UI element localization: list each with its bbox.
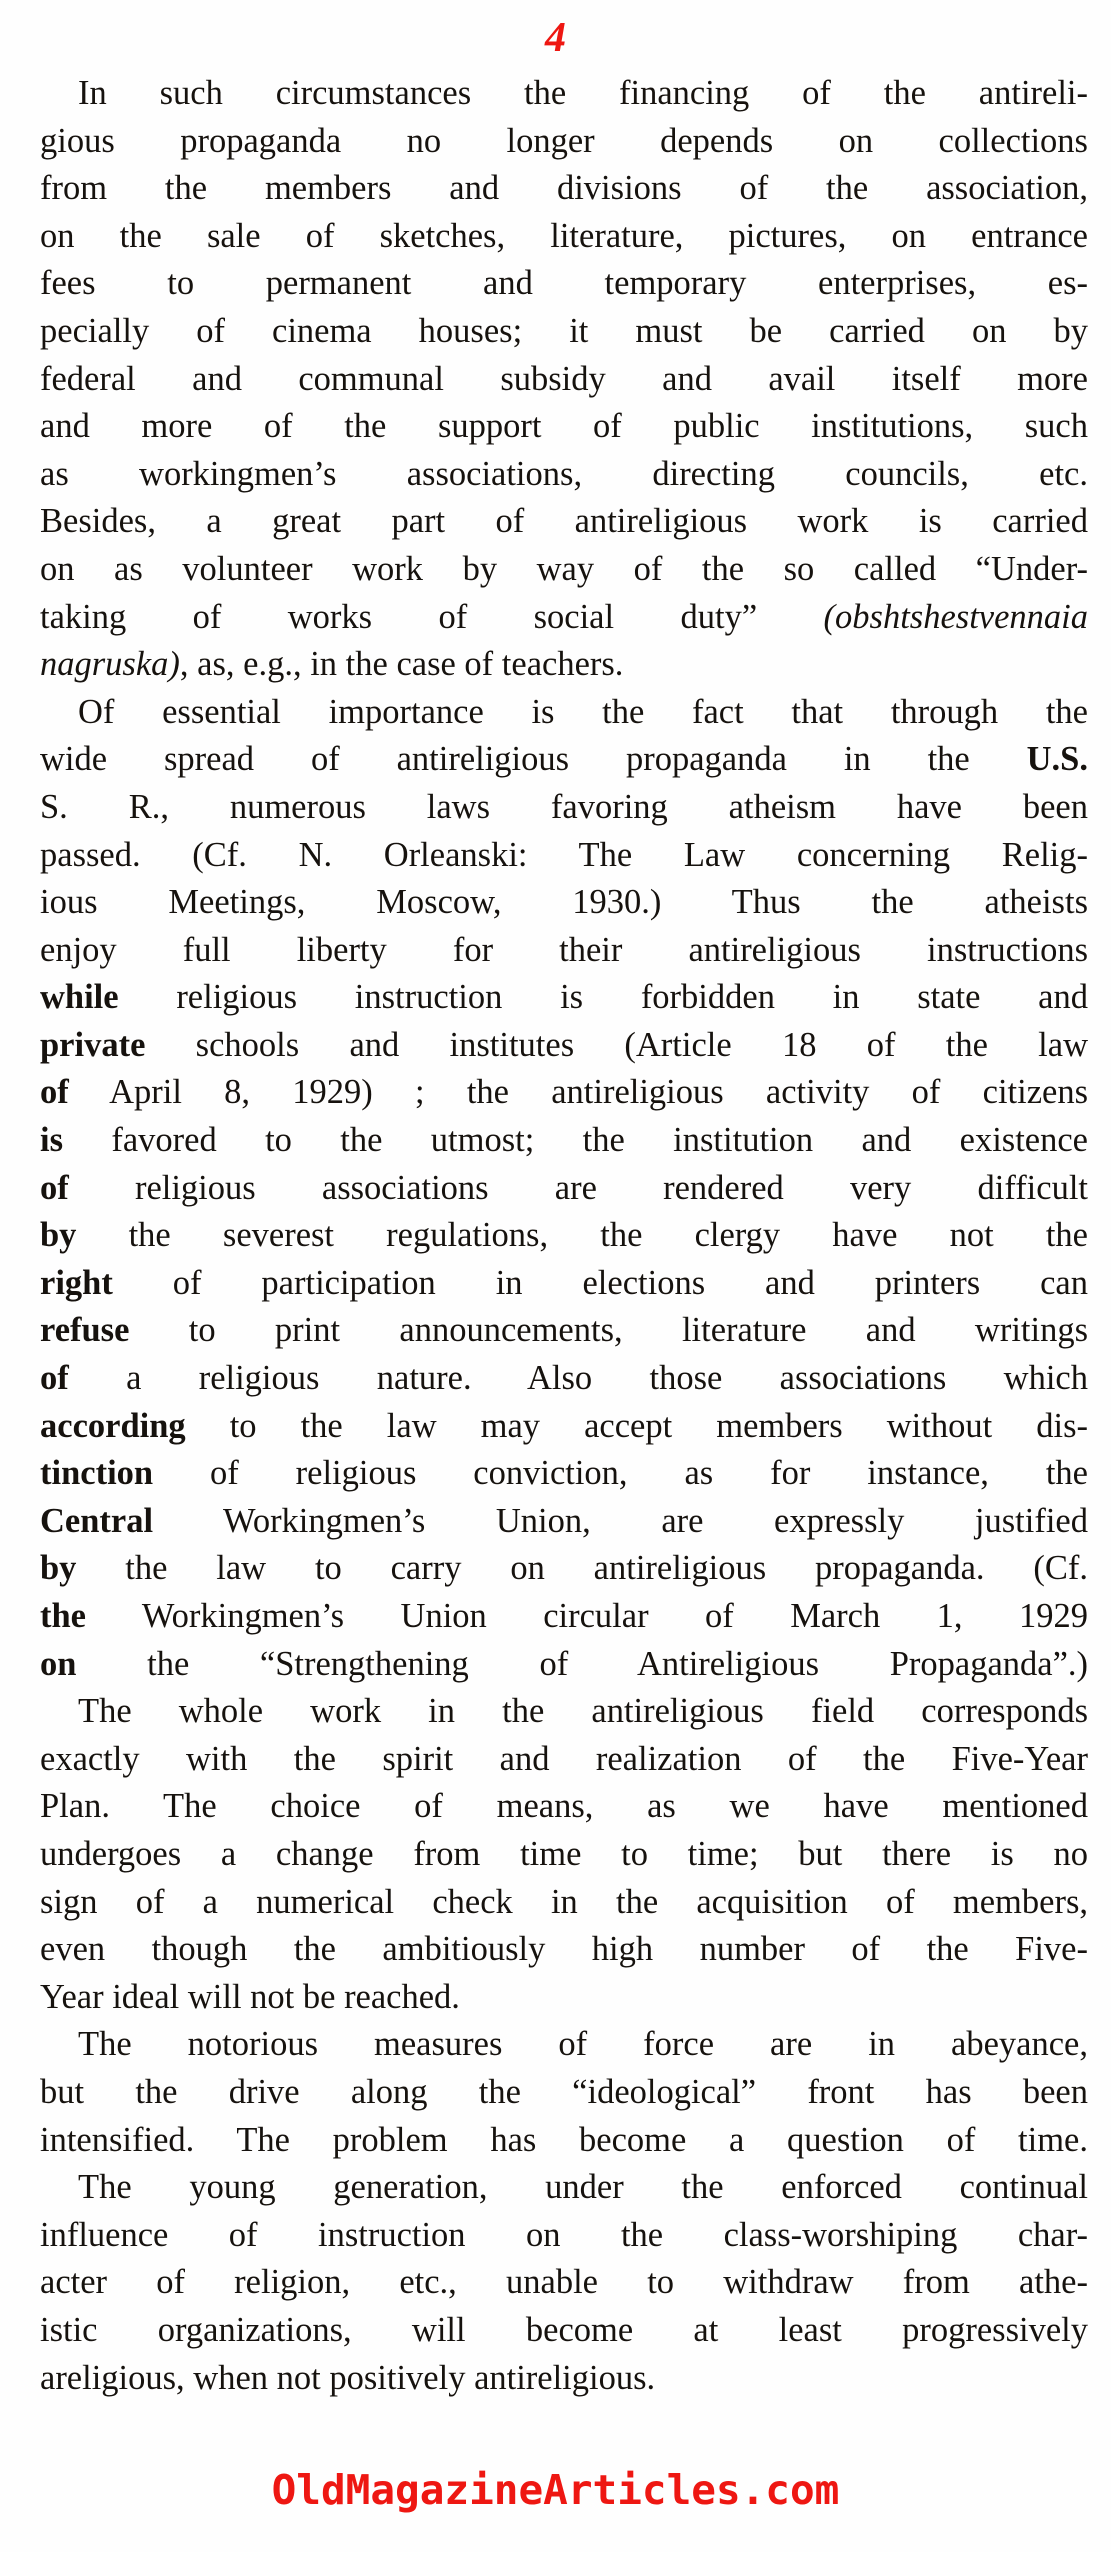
text-line bbox=[40, 832, 1088, 880]
text-line bbox=[40, 1307, 1088, 1355]
text-line bbox=[40, 1688, 1088, 1736]
text-run: religious instruction is forbidden in state and bbox=[118, 978, 1088, 1017]
text-run: S. R., numerous laws favoring atheism have been bbox=[40, 787, 1088, 826]
text-line bbox=[40, 927, 1088, 975]
text-run: istic organizations, will become at least progressively bbox=[40, 2310, 1088, 2349]
text-line bbox=[40, 736, 1088, 784]
bold-run: is bbox=[40, 1121, 64, 1160]
text-line bbox=[40, 1355, 1088, 1403]
text-line bbox=[40, 356, 1088, 404]
text-run: ious Meetings, Moscow, 1930.) Thus the atheists bbox=[40, 883, 1088, 922]
text-run: The young generation, under the enforced continual bbox=[78, 2168, 1088, 2207]
text-run: of participation in elections and printers can bbox=[112, 1263, 1088, 1302]
text-line bbox=[40, 118, 1088, 166]
text-run: the “Strengthening of Antireligious Propaganda”.) bbox=[76, 1644, 1088, 1683]
text-line bbox=[40, 213, 1088, 261]
text-run: passed. (Cf. N. Orleanski: The Law concerning Relig- bbox=[40, 835, 1088, 874]
bold-run: while bbox=[40, 978, 119, 1017]
text-line bbox=[40, 1403, 1088, 1451]
text-run: Workingmen’s Union circular of March 1, 1929 bbox=[86, 1597, 1088, 1635]
text-line bbox=[40, 2212, 1088, 2260]
text-line bbox=[40, 165, 1088, 213]
text-line bbox=[40, 689, 1088, 737]
bold-run: of bbox=[40, 1359, 69, 1398]
text-run: wide spread of antireligious propaganda in the bbox=[40, 740, 1027, 779]
text-run: taking of works of social duty” bbox=[40, 597, 824, 636]
bold-run: U.S. bbox=[1026, 740, 1088, 779]
text-run: federal and communal subsidy and avail itself more bbox=[40, 359, 1088, 398]
text-run: a religious nature. Also those associations which bbox=[68, 1359, 1088, 1398]
text-line bbox=[40, 1593, 1088, 1641]
text-run: the law to carry on antireligious propaganda. (Cf. bbox=[76, 1549, 1088, 1588]
text-line bbox=[40, 879, 1088, 927]
text-run: undergoes a change from time to time; but there is no bbox=[40, 1834, 1088, 1873]
text-run: enjoy full liberty for their antireligious instructions bbox=[40, 930, 1088, 969]
text-run: even though the ambitiously high number of the Five- bbox=[40, 1930, 1088, 1969]
text-run: sign of a numerical check in the acquisition of members, bbox=[40, 1882, 1088, 1921]
text-run: , as, e.g., in the case of teachers. bbox=[179, 645, 624, 684]
bold-run: on bbox=[40, 1644, 77, 1683]
text-line bbox=[40, 641, 1088, 689]
text-run: on as volunteer work by way of the so called “Under- bbox=[40, 549, 1088, 588]
page-number: 4 bbox=[545, 15, 566, 61]
text-line bbox=[40, 1069, 1088, 1117]
text-line bbox=[40, 1926, 1088, 1974]
text-line bbox=[40, 1736, 1088, 1784]
text-line bbox=[40, 1212, 1088, 1260]
text-run: on the sale of sketches, literature, pictures, on entrance bbox=[40, 216, 1088, 255]
text-line bbox=[40, 1545, 1088, 1593]
text-run: The notorious measures of force are in abeyance, bbox=[78, 2025, 1088, 2064]
bold-run: of bbox=[40, 1168, 69, 1207]
text-line bbox=[40, 1450, 1088, 1498]
text-run: favored to the utmost; the institution and existence bbox=[63, 1121, 1088, 1160]
watermark-site-name: OldMagazineArticles.com bbox=[271, 2466, 840, 2514]
text-run: April 8, 1929) ; the antireligious activity of citizens bbox=[68, 1073, 1088, 1112]
text-line bbox=[40, 70, 1088, 118]
bold-run: by bbox=[40, 1216, 77, 1255]
text-line bbox=[40, 2307, 1088, 2355]
text-line bbox=[40, 498, 1088, 546]
text-line bbox=[40, 308, 1088, 356]
text-line bbox=[40, 2355, 1088, 2403]
text-run: Plan. The choice of means, as we have mentioned bbox=[40, 1787, 1088, 1826]
text-line bbox=[40, 2164, 1088, 2212]
text-line bbox=[40, 1974, 1088, 2022]
bold-run: Central bbox=[40, 1501, 154, 1540]
article-text bbox=[40, 70, 1088, 2402]
text-run: gious propaganda no longer depends on collections bbox=[40, 121, 1088, 160]
text-line bbox=[40, 1498, 1088, 1546]
text-run: The whole work in the antireligious field corresponds bbox=[78, 1692, 1088, 1731]
text-run: as workingmen’s associations, directing councils, etc. bbox=[40, 454, 1088, 493]
text-line bbox=[40, 2021, 1088, 2069]
text-line bbox=[40, 2259, 1088, 2307]
text-line bbox=[40, 260, 1088, 308]
text-line bbox=[40, 1260, 1088, 1308]
text-run: acter of religion, etc., unable to withdraw from athe- bbox=[40, 2263, 1088, 2302]
text-run: Besides, a great part of antireligious work is carried bbox=[40, 502, 1088, 541]
text-run: fees to permanent and temporary enterprises, es- bbox=[40, 264, 1088, 303]
text-run: but the drive along the “ideological” front has been bbox=[40, 2072, 1088, 2111]
text-run: Workingmen’s Union, are expressly justified bbox=[153, 1501, 1088, 1540]
bold-run: right bbox=[40, 1263, 113, 1302]
text-run: of religious conviction, as for instance, the bbox=[153, 1454, 1088, 1493]
text-run: to print announcements, literature and writings bbox=[129, 1311, 1088, 1350]
text-run: religious associations are rendered very difficult bbox=[68, 1168, 1088, 1207]
text-run: Year ideal will not be reached. bbox=[40, 1977, 460, 2016]
bold-run: by bbox=[40, 1549, 77, 1588]
text-line bbox=[40, 1879, 1088, 1927]
text-run: from the members and divisions of the association, bbox=[40, 169, 1088, 208]
text-run: the severest regulations, the clergy have not the bbox=[76, 1216, 1088, 1255]
text-line bbox=[40, 403, 1088, 451]
italic-run: (obshtshestvennaia bbox=[823, 597, 1088, 636]
text-run: areligious, when not positively antireligious. bbox=[40, 2358, 656, 2397]
text-run: to the law may accept members without dis- bbox=[185, 1406, 1088, 1445]
italic-run: nagruska) bbox=[40, 645, 180, 684]
text-line bbox=[40, 1165, 1088, 1213]
text-line bbox=[40, 2117, 1088, 2165]
text-line bbox=[40, 2069, 1088, 2117]
text-line bbox=[40, 1117, 1088, 1165]
text-line bbox=[40, 974, 1088, 1022]
text-run: pecially of cinema houses; it must be carried on by bbox=[40, 311, 1088, 350]
bold-run: refuse bbox=[40, 1311, 130, 1350]
text-line bbox=[40, 1022, 1088, 1070]
text-line bbox=[40, 784, 1088, 832]
text-run: intensified. The problem has become a question of time. bbox=[40, 2120, 1088, 2159]
text-run: In such circumstances the financing of the antireli- bbox=[78, 74, 1088, 112]
text-line bbox=[40, 546, 1088, 594]
text-line bbox=[40, 1783, 1088, 1831]
text-run: influence of instruction on the class-worshiping char- bbox=[40, 2215, 1088, 2254]
text-run: Of essential importance is the fact that through the bbox=[78, 692, 1088, 731]
bold-run: according bbox=[40, 1406, 186, 1445]
text-line bbox=[40, 1831, 1088, 1879]
text-run: schools and institutes (Article 18 of the law bbox=[145, 1025, 1088, 1064]
bold-run: the bbox=[40, 1597, 86, 1635]
bold-run: tinction bbox=[40, 1454, 154, 1493]
text-run: exactly with the spirit and realization of the Five-Year bbox=[40, 1739, 1088, 1778]
text-run: and more of the support of public institutions, such bbox=[40, 407, 1088, 446]
text-line bbox=[40, 1641, 1088, 1689]
text-line bbox=[40, 451, 1088, 499]
bold-run: of bbox=[40, 1073, 69, 1112]
text-line bbox=[40, 594, 1088, 642]
bold-run: private bbox=[40, 1025, 146, 1064]
